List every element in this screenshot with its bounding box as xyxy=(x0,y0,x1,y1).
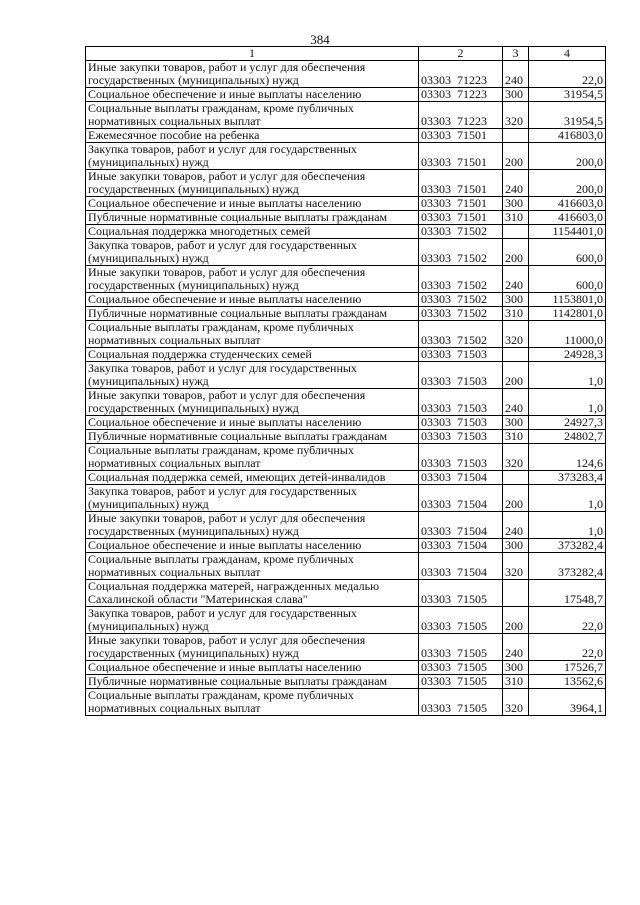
row-amount: 22,0 xyxy=(529,61,606,88)
row-code: 03303 71503 xyxy=(419,416,503,430)
row-code: 03303 71505 xyxy=(419,661,503,675)
row-expense-type xyxy=(503,129,529,143)
row-code: 03303 71501 xyxy=(419,143,503,170)
row-expense-type: 320 xyxy=(503,553,529,580)
row-expense-type: 310 xyxy=(503,675,529,689)
table-row xyxy=(86,102,606,129)
row-expense-type: 300 xyxy=(503,416,529,430)
row-code: 03303 71502 xyxy=(419,293,503,307)
row-amount: 373282,4 xyxy=(529,539,606,553)
row-name: Иные закупки товаров, работ и услуг для обеспечения государственных (муниципальных) нужд xyxy=(86,512,419,539)
row-expense-type: 300 xyxy=(503,539,529,553)
table-row xyxy=(86,430,606,444)
table-row xyxy=(86,512,606,539)
row-name: Публичные нормативные социальные выплаты гражданам xyxy=(86,675,419,689)
row-amount: 31954,5 xyxy=(529,102,606,129)
row-expense-type: 200 xyxy=(503,239,529,266)
row-name: Иные закупки товаров, работ и услуг для обеспечения государственных (муниципальных) нужд xyxy=(86,389,419,416)
row-code: 03303 71223 xyxy=(419,61,503,88)
table-row xyxy=(86,293,606,307)
column-header: 3 xyxy=(503,47,529,61)
table-row xyxy=(86,539,606,553)
row-amount: 1,0 xyxy=(529,485,606,512)
row-amount: 1153801,0 xyxy=(529,293,606,307)
row-code: 03303 71502 xyxy=(419,239,503,266)
table-row xyxy=(86,88,606,102)
row-expense-type: 200 xyxy=(503,362,529,389)
row-expense-type: 320 xyxy=(503,102,529,129)
row-expense-type: 240 xyxy=(503,512,529,539)
table-row xyxy=(86,129,606,143)
row-amount: 24802,7 xyxy=(529,430,606,444)
row-amount: 1142801,0 xyxy=(529,307,606,321)
row-code: 03303 71503 xyxy=(419,430,503,444)
row-amount: 200,0 xyxy=(529,170,606,197)
row-expense-type: 240 xyxy=(503,389,529,416)
row-expense-type: 320 xyxy=(503,444,529,471)
row-name: Иные закупки товаров, работ и услуг для обеспечения государственных (муниципальных) нужд xyxy=(86,266,419,293)
row-expense-type: 240 xyxy=(503,61,529,88)
row-name: Ежемесячное пособие на ребенка xyxy=(86,129,419,143)
table-row xyxy=(86,389,606,416)
row-name: Социальная поддержка студенческих семей xyxy=(86,348,419,362)
table-row xyxy=(86,553,606,580)
row-amount: 600,0 xyxy=(529,239,606,266)
row-expense-type: 300 xyxy=(503,197,529,211)
row-amount: 1,0 xyxy=(529,362,606,389)
row-code: 03303 71504 xyxy=(419,471,503,485)
row-code: 03303 71502 xyxy=(419,321,503,348)
table-row xyxy=(86,61,606,88)
row-name: Социальные выплаты гражданам, кроме публичных нормативных социальных выплат xyxy=(86,102,419,129)
table-row xyxy=(86,580,606,607)
table-row xyxy=(86,225,606,239)
table-row xyxy=(86,266,606,293)
row-amount: 1,0 xyxy=(529,389,606,416)
row-code: 03303 71503 xyxy=(419,348,503,362)
row-expense-type: 310 xyxy=(503,211,529,225)
table-row xyxy=(86,143,606,170)
row-code: 03303 71505 xyxy=(419,634,503,661)
row-amount: 13562,6 xyxy=(529,675,606,689)
table-row xyxy=(86,607,606,634)
row-expense-type xyxy=(503,348,529,362)
row-code: 03303 71505 xyxy=(419,689,503,716)
table-body xyxy=(86,47,606,716)
row-amount: 17526,7 xyxy=(529,661,606,675)
table-row xyxy=(86,348,606,362)
row-expense-type: 320 xyxy=(503,689,529,716)
row-expense-type xyxy=(503,225,529,239)
row-code: 03303 71501 xyxy=(419,129,503,143)
row-expense-type: 240 xyxy=(503,170,529,197)
row-expense-type: 310 xyxy=(503,430,529,444)
table-row xyxy=(86,661,606,675)
row-name: Социальное обеспечение и иные выплаты населению xyxy=(86,539,419,553)
row-code: 03303 71504 xyxy=(419,539,503,553)
row-amount: 416603,0 xyxy=(529,211,606,225)
table-row xyxy=(86,170,606,197)
row-expense-type: 200 xyxy=(503,607,529,634)
table-row xyxy=(86,211,606,225)
row-name: Публичные нормативные социальные выплаты гражданам xyxy=(86,307,419,321)
row-name: Закупка товаров, работ и услуг для государственных (муниципальных) нужд xyxy=(86,607,419,634)
column-header: 2 xyxy=(419,47,503,61)
row-name: Иные закупки товаров, работ и услуг для обеспечения государственных (муниципальных) нужд xyxy=(86,634,419,661)
row-amount: 24928,3 xyxy=(529,348,606,362)
row-expense-type: 300 xyxy=(503,661,529,675)
row-code: 03303 71501 xyxy=(419,211,503,225)
row-name: Социальное обеспечение и иные выплаты населению xyxy=(86,88,419,102)
row-name: Социальное обеспечение и иные выплаты населению xyxy=(86,416,419,430)
row-expense-type: 200 xyxy=(503,143,529,170)
row-amount: 373283,4 xyxy=(529,471,606,485)
row-expense-type: 200 xyxy=(503,485,529,512)
row-code: 03303 71503 xyxy=(419,444,503,471)
table-row xyxy=(86,321,606,348)
page-number: 384 xyxy=(310,32,330,47)
row-code: 03303 71505 xyxy=(419,607,503,634)
row-code: 03303 71503 xyxy=(419,389,503,416)
row-code: 03303 71501 xyxy=(419,170,503,197)
row-name: Социальные выплаты гражданам, кроме публичных нормативных социальных выплат xyxy=(86,553,419,580)
table-row xyxy=(86,444,606,471)
row-amount: 600,0 xyxy=(529,266,606,293)
row-code: 03303 71505 xyxy=(419,580,503,607)
row-expense-type xyxy=(503,580,529,607)
row-code: 03303 71502 xyxy=(419,307,503,321)
row-code: 03303 71223 xyxy=(419,102,503,129)
row-expense-type: 300 xyxy=(503,293,529,307)
row-name: Социальная поддержка семей, имеющих детей-инвалидов xyxy=(86,471,419,485)
row-amount: 124,6 xyxy=(529,444,606,471)
table-row xyxy=(86,197,606,211)
table-header-row xyxy=(86,47,606,61)
budget-table xyxy=(85,46,606,716)
row-amount: 1154401,0 xyxy=(529,225,606,239)
row-amount: 200,0 xyxy=(529,143,606,170)
row-code: 03303 71504 xyxy=(419,512,503,539)
row-name: Социальное обеспечение и иные выплаты населению xyxy=(86,197,419,211)
row-name: Закупка товаров, работ и услуг для государственных (муниципальных) нужд xyxy=(86,239,419,266)
table-row xyxy=(86,362,606,389)
row-amount: 24927,3 xyxy=(529,416,606,430)
table-row xyxy=(86,239,606,266)
table-row xyxy=(86,634,606,661)
table-row xyxy=(86,471,606,485)
row-name: Публичные нормативные социальные выплаты гражданам xyxy=(86,211,419,225)
row-code: 03303 71501 xyxy=(419,197,503,211)
row-name: Социальные выплаты гражданам, кроме публичных нормативных социальных выплат xyxy=(86,444,419,471)
row-amount: 22,0 xyxy=(529,634,606,661)
row-amount: 373282,4 xyxy=(529,553,606,580)
row-amount: 416603,0 xyxy=(529,197,606,211)
row-code: 03303 71502 xyxy=(419,266,503,293)
table-row xyxy=(86,675,606,689)
row-name: Социальная поддержка многодетных семей xyxy=(86,225,419,239)
row-name: Иные закупки товаров, работ и услуг для обеспечения государственных (муниципальных) нужд xyxy=(86,170,419,197)
row-expense-type: 320 xyxy=(503,321,529,348)
row-name: Закупка товаров, работ и услуг для государственных (муниципальных) нужд xyxy=(86,362,419,389)
table-row xyxy=(86,485,606,512)
row-code: 03303 71505 xyxy=(419,675,503,689)
column-header: 4 xyxy=(529,47,606,61)
row-amount: 416803,0 xyxy=(529,129,606,143)
row-expense-type: 240 xyxy=(503,266,529,293)
row-amount: 22,0 xyxy=(529,607,606,634)
row-name: Социальное обеспечение и иные выплаты населению xyxy=(86,661,419,675)
row-name: Социальные выплаты гражданам, кроме публичных нормативных социальных выплат xyxy=(86,321,419,348)
row-name: Публичные нормативные социальные выплаты гражданам xyxy=(86,430,419,444)
row-code: 03303 71504 xyxy=(419,553,503,580)
row-expense-type xyxy=(503,471,529,485)
row-amount: 31954,5 xyxy=(529,88,606,102)
row-code: 03303 71504 xyxy=(419,485,503,512)
table-row xyxy=(86,307,606,321)
row-amount: 17548,7 xyxy=(529,580,606,607)
row-code: 03303 71503 xyxy=(419,362,503,389)
row-name: Социальная поддержка матерей, награжденных медалью Сахалинской области "Материнская слава" xyxy=(86,580,419,607)
row-code: 03303 71502 xyxy=(419,225,503,239)
row-expense-type: 300 xyxy=(503,88,529,102)
row-expense-type: 240 xyxy=(503,634,529,661)
row-name: Закупка товаров, работ и услуг для государственных (муниципальных) нужд xyxy=(86,485,419,512)
table-row xyxy=(86,416,606,430)
row-amount: 11000,0 xyxy=(529,321,606,348)
column-header: 1 xyxy=(86,47,419,61)
row-name: Иные закупки товаров, работ и услуг для обеспечения государственных (муниципальных) нужд xyxy=(86,61,419,88)
row-name: Социальное обеспечение и иные выплаты населению xyxy=(86,293,419,307)
row-amount: 1,0 xyxy=(529,512,606,539)
row-name: Социальные выплаты гражданам, кроме публичных нормативных социальных выплат xyxy=(86,689,419,716)
row-name: Закупка товаров, работ и услуг для государственных (муниципальных) нужд xyxy=(86,143,419,170)
row-expense-type: 310 xyxy=(503,307,529,321)
table-row xyxy=(86,689,606,716)
row-amount: 3964,1 xyxy=(529,689,606,716)
row-code: 03303 71223 xyxy=(419,88,503,102)
